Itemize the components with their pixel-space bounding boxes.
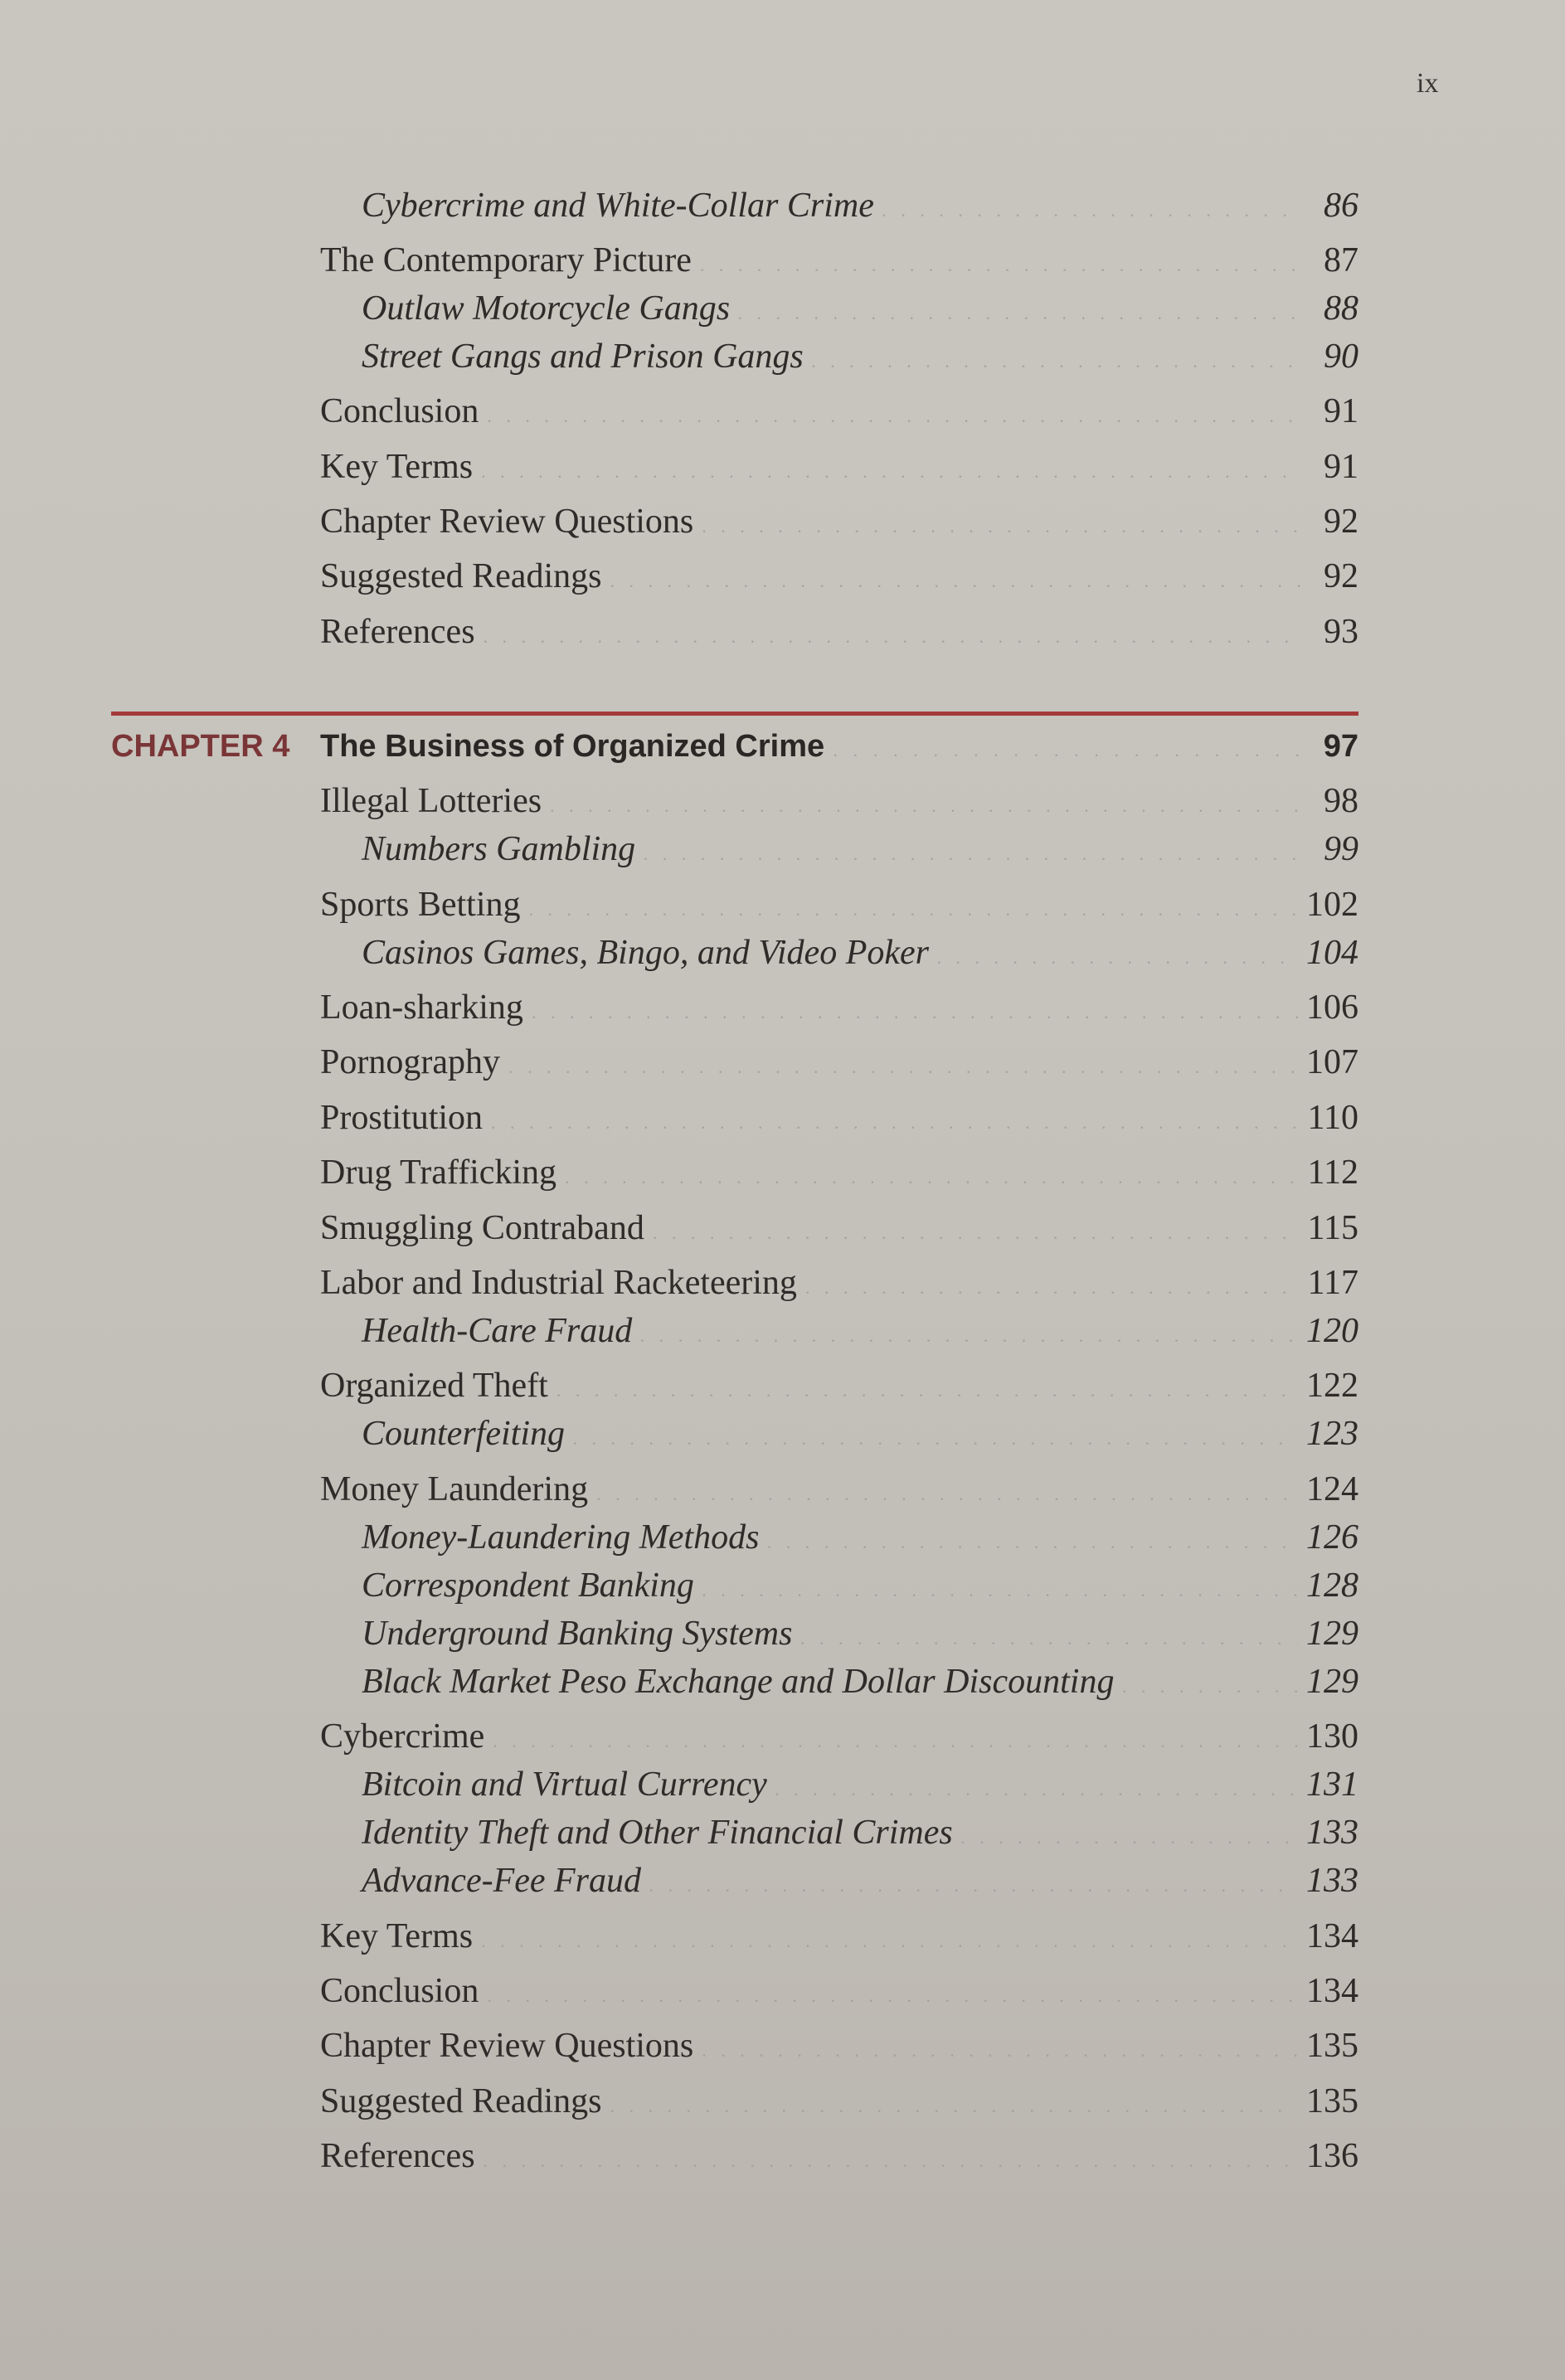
dot-leader <box>487 1974 1298 2018</box>
dot-leader <box>812 340 1300 383</box>
toc-entry <box>362 1763 1358 1806</box>
dot-leader <box>529 888 1298 931</box>
toc-entry-title: Numbers Gambling <box>362 830 636 868</box>
dot-leader <box>484 2140 1298 2183</box>
dot-leader <box>700 244 1300 287</box>
toc-entry-page: 124 <box>1306 1470 1358 1508</box>
dot-leader <box>487 395 1300 438</box>
toc-entry <box>320 239 1358 282</box>
dot-leader <box>961 1816 1298 1859</box>
toc-entry-title: Smuggling Contraband <box>320 1209 644 1247</box>
toc-entry-title: Loan-sharking <box>320 988 523 1027</box>
toc-entry-page: 133 <box>1306 1814 1358 1852</box>
toc-entry-page: 123 <box>1306 1415 1358 1453</box>
toc-entry <box>362 1309 1358 1353</box>
toc-entry-title: Prostitution <box>320 1099 484 1137</box>
toc-entry-page: 117 <box>1307 1264 1358 1302</box>
toc-entry-title: Identity Theft and Other Financial Crimes <box>362 1814 953 1852</box>
toc-entry-title: Illegal Lotteries <box>320 782 542 820</box>
dot-leader <box>738 292 1300 335</box>
toc-entry-title: Chapter Review Questions <box>320 503 694 541</box>
toc-entry <box>362 335 1358 378</box>
toc-entry-title: References <box>320 613 475 651</box>
dot-leader <box>508 1046 1298 1089</box>
dot-leader <box>937 936 1298 979</box>
toc-entry <box>362 1612 1358 1655</box>
toc-entry-page: 133 <box>1306 1862 1358 1900</box>
chapter-heading <box>111 723 1358 770</box>
toc-entry-page: 122 <box>1306 1367 1358 1405</box>
chapter-page-number: 97 <box>1323 729 1358 764</box>
toc-entry-page: 135 <box>1306 2082 1358 2120</box>
toc-entry-title: Street Gangs and Prison Gangs <box>362 338 804 376</box>
toc-entry <box>362 828 1358 871</box>
toc-entry-page: 92 <box>1324 557 1358 595</box>
toc-entry <box>320 1970 1358 2013</box>
toc-entry-page: 120 <box>1306 1312 1358 1350</box>
toc-entry-page: 107 <box>1306 1043 1358 1081</box>
toc-entry-page: 106 <box>1306 988 1358 1027</box>
toc-entry-page: 91 <box>1324 392 1358 430</box>
dot-leader <box>610 560 1300 603</box>
toc-entry-title: Pornography <box>320 1043 500 1081</box>
dot-leader <box>493 1720 1298 1763</box>
dot-leader <box>532 991 1298 1034</box>
toc-entry-title: Health-Care Fraud <box>362 1312 633 1350</box>
toc-entry <box>362 1412 1358 1455</box>
toc-entry-title: Key Terms <box>320 1917 474 1955</box>
toc-entry <box>320 1151 1358 1194</box>
toc-entry <box>320 1207 1358 1250</box>
toc-entry-title: Chapter Review Questions <box>320 2027 694 2065</box>
toc-entry-title: Counterfeiting <box>362 1415 565 1453</box>
toc-entry-page: 102 <box>1306 886 1358 924</box>
dot-leader <box>565 1156 1299 1199</box>
toc-entry-title: Outlaw Motorcycle Gangs <box>362 289 731 328</box>
toc-entry-title: Labor and Industrial Racketeering <box>320 1264 797 1302</box>
dot-leader <box>702 1569 1298 1612</box>
toc-entry-page: 99 <box>1324 830 1358 868</box>
toc-entry-page: 128 <box>1306 1566 1358 1605</box>
toc-entry-title: Correspondent Banking <box>362 1566 694 1605</box>
chapter-label: CHAPTER 4 <box>111 729 290 764</box>
dot-leader <box>882 189 1300 232</box>
toc-entry-page: 93 <box>1324 613 1358 651</box>
toc-entry-page: 134 <box>1306 1972 1358 2010</box>
toc-entry <box>362 184 1358 227</box>
chapter-title: The Business of Organized Crime <box>320 729 825 764</box>
toc-entry <box>320 2024 1358 2067</box>
toc-entry-page: 104 <box>1306 934 1358 972</box>
dot-leader <box>481 450 1300 493</box>
toc-entry <box>320 1915 1358 1958</box>
toc-entry <box>320 610 1358 653</box>
dot-leader <box>640 1314 1298 1358</box>
chapter-divider-rule <box>111 712 1358 716</box>
toc-entry-page: 131 <box>1306 1766 1358 1804</box>
toc-entry <box>320 555 1358 598</box>
toc-entry-page: 126 <box>1306 1518 1358 1557</box>
toc-entry-title: Advance-Fee Fraud <box>362 1862 642 1900</box>
toc-entry <box>362 1516 1358 1559</box>
dot-leader <box>649 1864 1298 1907</box>
dot-leader <box>653 1212 1300 1255</box>
toc-entry <box>320 986 1358 1029</box>
dot-leader <box>484 615 1300 658</box>
toc-entry-page: 91 <box>1324 448 1358 486</box>
toc-entry-page: 110 <box>1307 1099 1358 1137</box>
dot-leader <box>573 1417 1298 1460</box>
toc-entry-title: Underground Banking Systems <box>362 1615 793 1653</box>
dot-leader <box>481 1920 1298 1963</box>
toc-entry-page: 130 <box>1306 1717 1358 1756</box>
toc-entry-page: 86 <box>1324 187 1358 225</box>
toc-entry-title: References <box>320 2137 475 2175</box>
toc-entry <box>320 2080 1358 2123</box>
toc-entry <box>320 780 1358 823</box>
toc-entry-title: Suggested Readings <box>320 557 602 595</box>
toc-entry-title: Money Laundering <box>320 1470 589 1508</box>
dot-leader <box>491 1101 1300 1144</box>
toc-entry-page: 87 <box>1324 241 1358 279</box>
toc-entry-page: 135 <box>1306 2027 1358 2065</box>
toc-entry-title: Casinos Games, Bingo, and Video Poker <box>362 934 929 972</box>
dot-leader <box>550 784 1300 828</box>
toc-entry-title: Bitcoin and Virtual Currency <box>362 1766 767 1804</box>
toc-entry-title: Conclusion <box>320 392 479 430</box>
dot-leader <box>596 1473 1298 1516</box>
toc-entry-title: Key Terms <box>320 448 474 486</box>
toc-entry-title: Conclusion <box>320 1972 479 2010</box>
toc-entry-page: 136 <box>1306 2137 1358 2175</box>
toc-entry-page: 90 <box>1324 338 1358 376</box>
toc-entry <box>320 1261 1358 1304</box>
toc-entry <box>320 883 1358 926</box>
toc-entry <box>320 390 1358 433</box>
toc-entry <box>320 1364 1358 1407</box>
toc-entry <box>320 1715 1358 1758</box>
toc-entry <box>320 500 1358 543</box>
toc-entry <box>320 1096 1358 1139</box>
toc-entry <box>362 287 1358 330</box>
toc-entry-title: Cybercrime and White-Collar Crime <box>362 187 874 225</box>
toc-entry <box>362 931 1358 974</box>
toc-entry <box>320 2135 1358 2178</box>
toc-entry-title: The Contemporary Picture <box>320 241 692 279</box>
dot-leader <box>556 1369 1298 1412</box>
dot-leader <box>1122 1665 1298 1708</box>
toc-entry-title: Cybercrime <box>320 1717 485 1756</box>
dot-leader <box>775 1768 1298 1811</box>
toc-entry-page: 134 <box>1306 1917 1358 1955</box>
dot-leader <box>833 727 1300 774</box>
toc-entry-title: Drug Trafficking <box>320 1154 557 1192</box>
toc-entry <box>362 1564 1358 1607</box>
toc-entry-page: 112 <box>1307 1154 1358 1192</box>
toc-entry-title: Sports Betting <box>320 886 521 924</box>
toc-entry-page: 129 <box>1306 1663 1358 1701</box>
dot-leader <box>644 833 1300 876</box>
toc-entry-title: Black Market Peso Exchange and Dollar Discounting <box>362 1663 1115 1701</box>
dot-leader <box>767 1521 1298 1564</box>
toc-entry <box>362 1660 1358 1703</box>
toc-entry-title: Money-Laundering Methods <box>362 1518 760 1557</box>
dot-leader <box>702 505 1300 548</box>
toc-entry-page: 88 <box>1324 289 1358 328</box>
toc-entry-page: 92 <box>1324 503 1358 541</box>
toc-entry <box>362 1811 1358 1854</box>
toc-entry-title: Organized Theft <box>320 1367 548 1405</box>
page-number: ix <box>1417 68 1439 99</box>
toc-entry-title: Suggested Readings <box>320 2082 602 2120</box>
toc-entry <box>320 445 1358 488</box>
toc-entry-page: 129 <box>1306 1615 1358 1653</box>
toc-entry <box>320 1041 1358 1084</box>
toc-entry-page: 115 <box>1307 1209 1358 1247</box>
dot-leader <box>610 2085 1298 2128</box>
toc-entry <box>320 1468 1358 1511</box>
toc-entry-page: 98 <box>1324 782 1358 820</box>
toc-entry <box>362 1859 1358 1902</box>
dot-leader <box>805 1266 1300 1309</box>
dot-leader <box>800 1617 1298 1660</box>
dot-leader <box>702 2029 1298 2072</box>
